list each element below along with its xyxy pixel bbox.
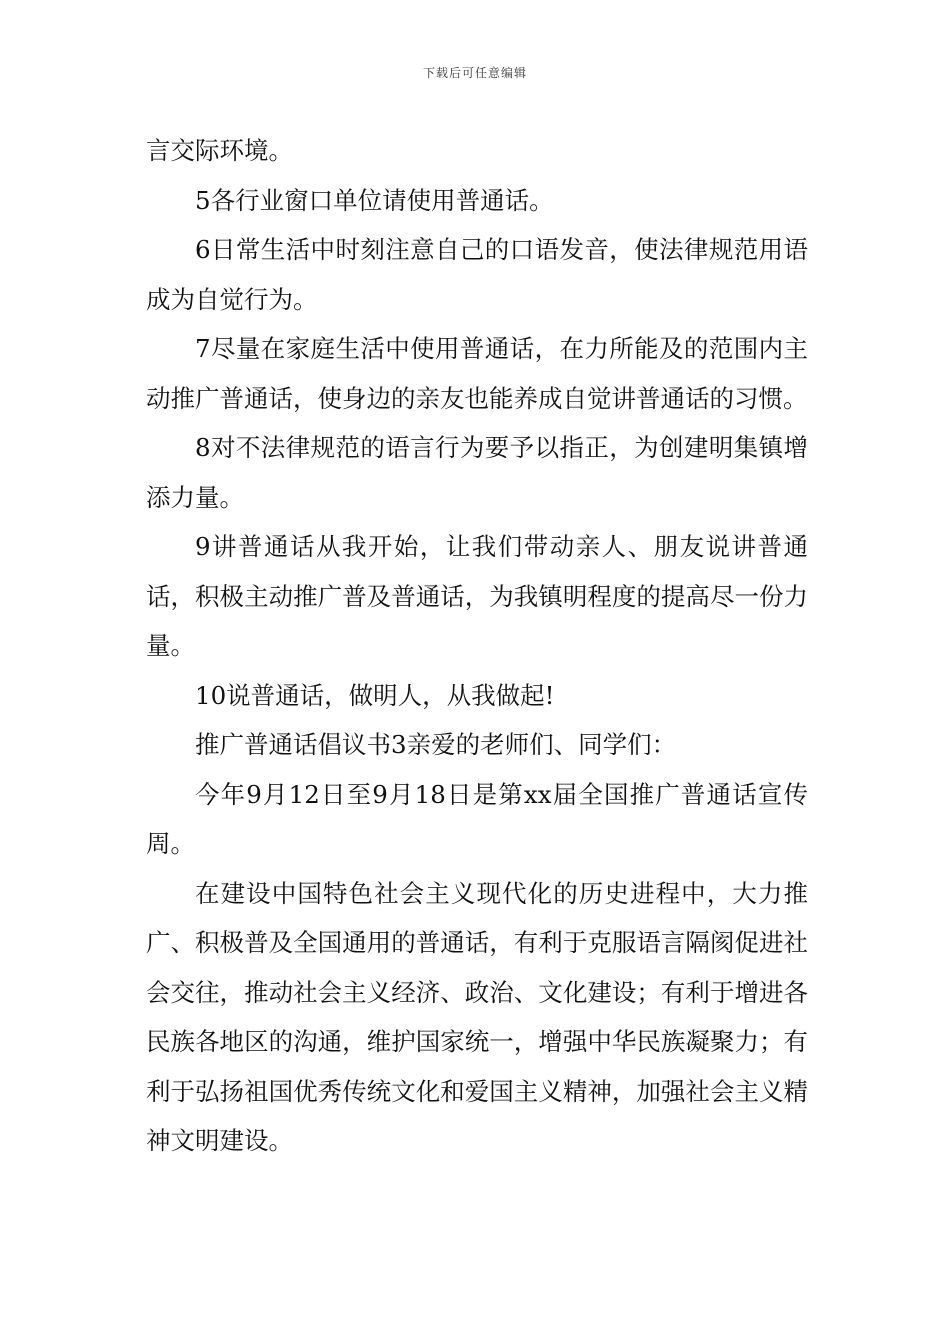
paragraph: 今年9月12日至9月18日是第xx届全国推广普通话宣传周。 [146,779,808,858]
document-body [146,126,808,1166]
paragraph: 推广普通话倡议书3亲爱的老师们、同学们： [195,730,677,759]
paragraph: 9讲普通话从我开始，让我们带动亲人、朋友说讲普通话，积极主动推广普及普通话，为我镇明程度的提高尽一份力量。 [146,532,808,660]
paragraph: 5各行业窗口单位请使用普通话。 [195,185,554,215]
paragraph: 在建设中国特色社会主义现代化的历史进程中，大力推广、积极普及全国通用的普通话，有利于克服语言隔阂促进社会交往，推动社会主义经济、政治、文化建设；有利于增进各民族各地区的沟通，维护国家统一，增强中华民族凝聚力；有利于弘扬祖国优秀传统文化和爱国主义精神，加强社会主义精神文明建设。 [146,878,808,1155]
paragraph: 6日常生活中时刻注意自己的口语发音，使法律规范用语成为自觉行为。 [146,235,808,314]
paragraph: 8对不法律规范的语言行为要予以指正，为创建明集镇增添力量。 [146,433,808,512]
paragraph: 10说普通话，做明人，从我做起! [195,680,555,710]
page-header-note: 下载后可任意编辑 [422,66,527,80]
paragraph: 言交际环境。 [146,136,293,165]
paragraph: 7尽量在家庭生活中使用普通话，在力所能及的范围内主动推广普通话，使身边的亲友也能养成自觉讲普通话的习惯。 [146,334,808,413]
